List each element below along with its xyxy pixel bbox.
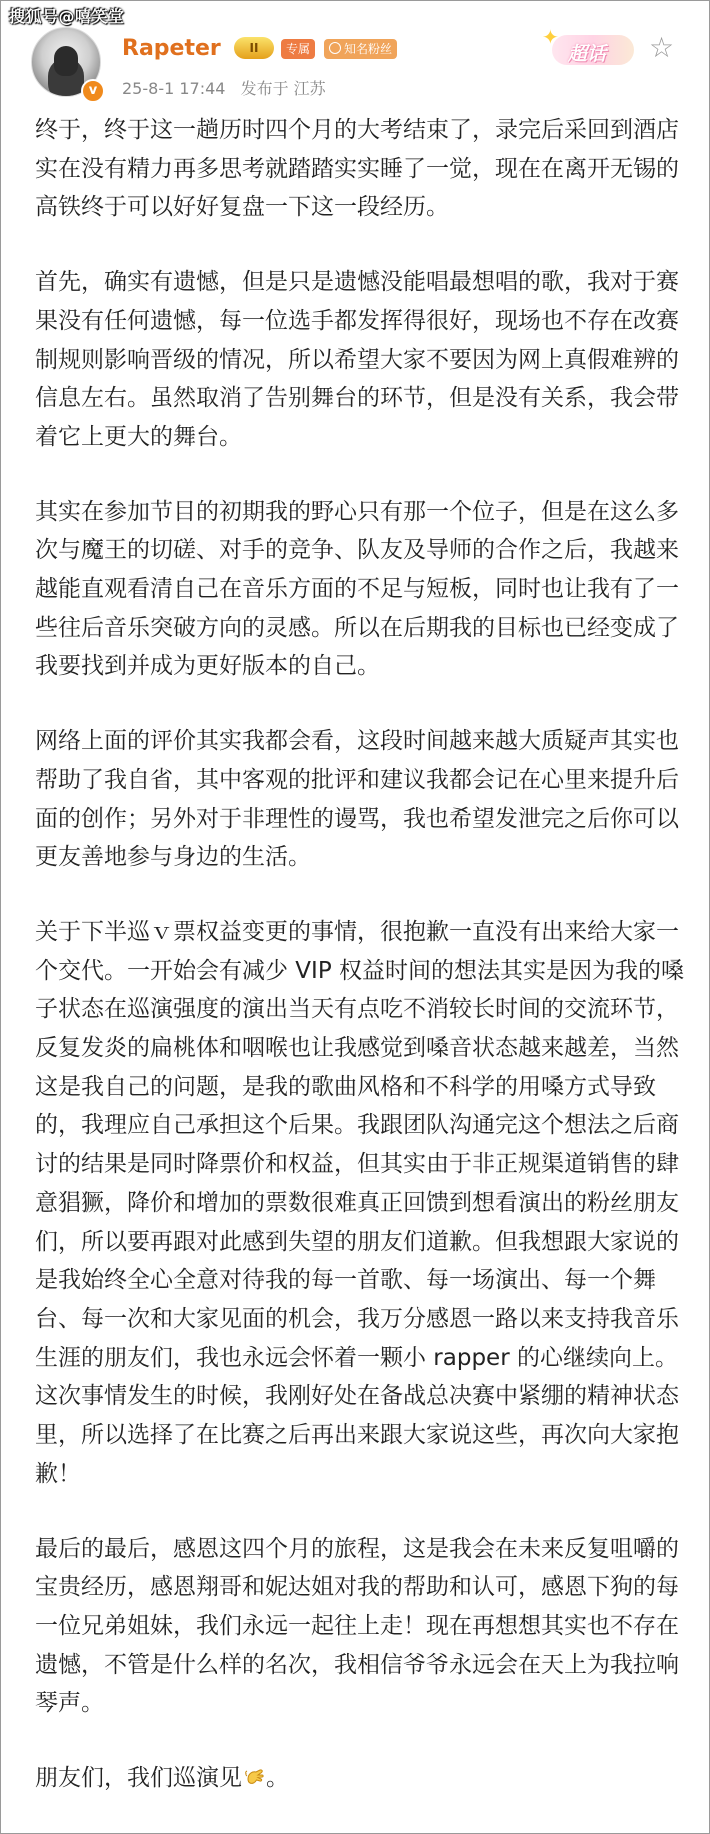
paragraph-4: 网络上面的评价其实我都会看，这段时间越来越大质疑声其实也帮助了我自省，其中客观的批评和建议我都会记在心里来提升后面的创作；另外对于非理性的谩骂，我也希望发泄完之后你可以更友善地参与身边的生活。 [35, 728, 679, 871]
level-badge[interactable]: II [234, 37, 274, 59]
source-watermark: 搜狐号@嘻笑堂 [9, 7, 125, 26]
waving-hand-emoji-icon [244, 1766, 266, 1788]
paragraph-1: 终于，终于这一趟历时四个月的大考结束了，录完后采回到酒店实在没有精力再多思考就踏踏实实睡了一觉，现在在离开无锡的高铁终于可以好好复盘一下这一段经历。 [35, 117, 679, 221]
known-fan-tag[interactable] [324, 39, 397, 59]
paragraph-6: 最后的最后，感恩这四个月的旅程，这是我会在未来反复咀嚼的宝贵经历，感恩翔哥和妮达姐对我的帮助和认可，感恩下狗的每一位兄弟姐妹，我们永远一起往上走！现在再想想其实也不存在遗憾，不管是什么样的名次，我相信爷爷永远会在天上为我拉响琴声。 [35, 1535, 679, 1717]
super-topic-button[interactable] [542, 25, 640, 71]
star-outline-icon[interactable]: ☆ [649, 31, 675, 64]
verified-badge-icon: v [81, 79, 105, 103]
fan-badge-icon [329, 42, 341, 54]
post-location: 发布于 江苏 [240, 79, 326, 98]
post-date: 25-8-1 17:44 [122, 79, 226, 98]
closing-punctuation: 。 [266, 1765, 289, 1792]
exclusive-tag[interactable]: 专属 [281, 39, 315, 59]
super-topic-icon: ✦ [542, 25, 559, 49]
closing-text: 朋友们，我们巡演见 [35, 1765, 242, 1792]
known-fan-label: 知名粉丝 [344, 42, 393, 56]
paragraph-2: 首先，确实有遗憾，但是只是遗憾没能唱最想唱的歌，我对于赛果没有任何遗憾，每一位选手都发挥得很好，现场也不存在改赛制规则影响晋级的情况，所以希望大家不要因为网上真假难辨的信息左右。虽然取消了告别舞台的环节，但是没有关系，我会带着它上更大的舞台。 [35, 269, 679, 450]
super-topic-label: 超话 [568, 43, 607, 65]
post-body [35, 111, 685, 1798]
avatar-figure [54, 46, 78, 76]
paragraph-5: 关于下半巡ｖ票权益变更的事情，很抱歉一直没有出来给大家一个交代。一开始会有减少 VIP 权益时间的想法其实是因为我的嗓子状态在巡演强度的演出当天有点吃不消较长时间的交流环节，反复发炎的扁桃体和咽喉也让我感觉到嗓音状态越来越差，当然这是我自己的问题，是我的歌曲风格和不科学的用嗓方式导致的，我理应自己承担这个后果。我跟团队沟通完这个想法之后商讨的结果是同时降票价和权益，但其实由于非正规渠道销售的肆意猖獗，降价和增加的票数很难真正回馈到想看演出的粉丝朋友们，所以要再跟对此感到失望的朋友们道歉。但我想跟大家说的是我始终全心全意对待我的每一首歌、每一场演出、每一个舞台、每一次和大家见面的机会，我万分感恩一路以来支持我音乐生涯的朋友们，我也永远会怀着一颗小 rapper 的心继续向上。这次事情发生的时候，我刚好处在备战总决赛中紧绷的精神状态里，所以选择了在比赛之后再出来跟大家说这些，再次向大家抱歉！ [35, 918, 685, 1487]
closing-line [35, 1759, 685, 1798]
post-meta [122, 76, 326, 99]
paragraph-3: 其实在参加节目的初期我的野心只有那一个位子，但是在这么多次与魔王的切磋、对手的竞争、队友及导师的合作之后，我越来越能直观看清自己在音乐方面的不足与短板，同时也让我有了一些往后音乐突破方向的灵感。所以在后期我的目标也已经变成了我要找到并成为更好版本的自己。 [35, 498, 679, 680]
author-name[interactable]: Rapeter [122, 36, 221, 61]
